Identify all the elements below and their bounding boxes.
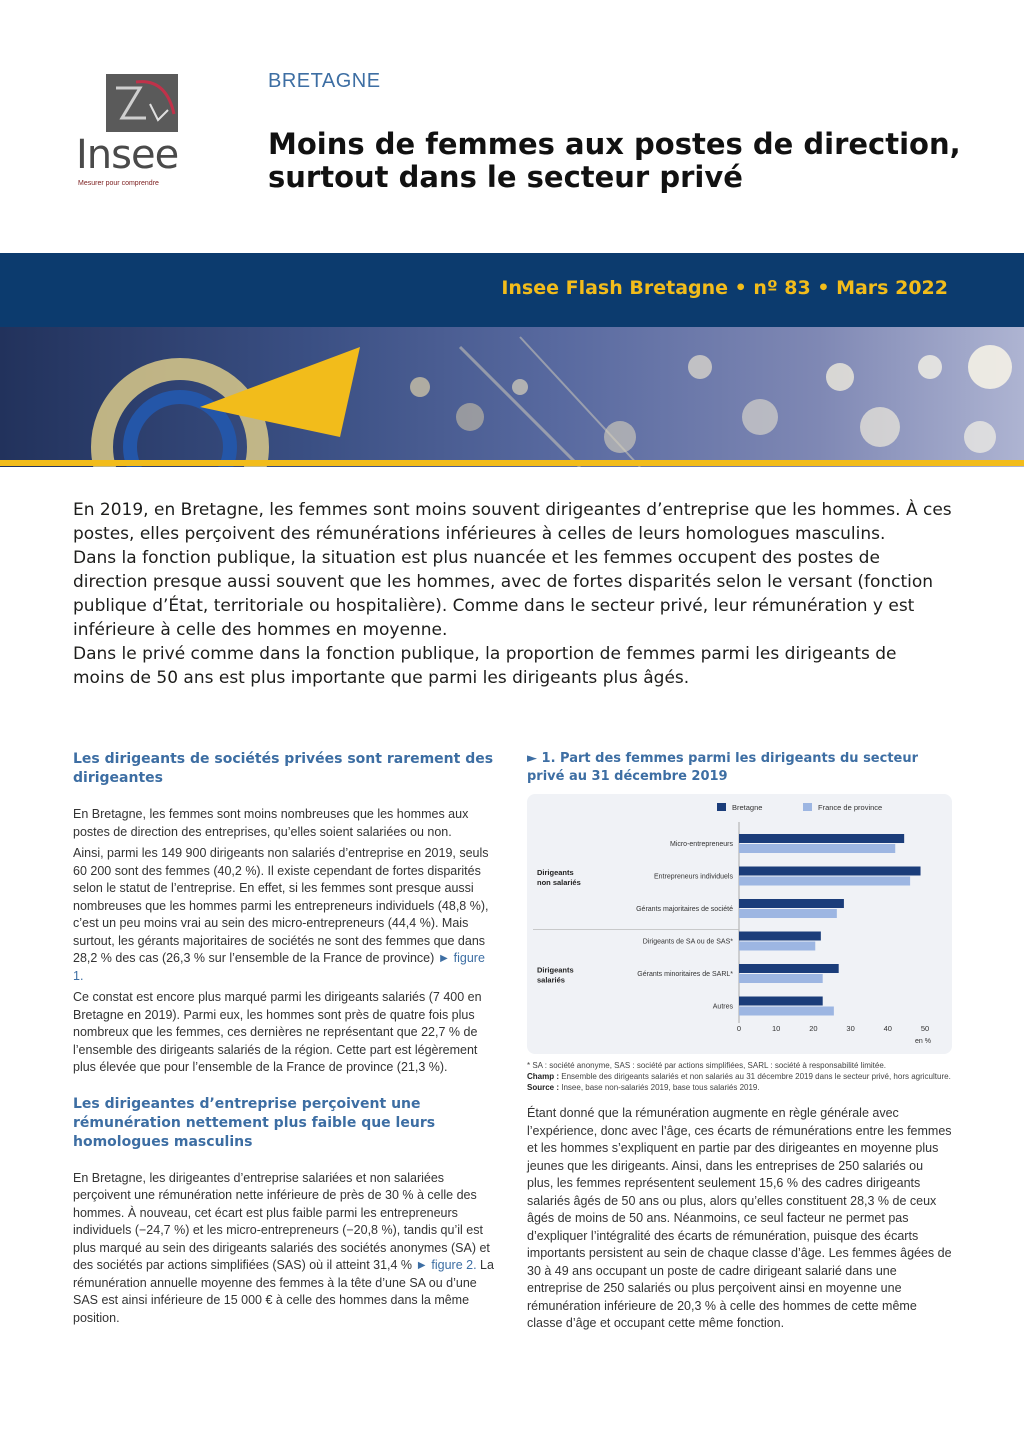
hero-image — [0, 327, 1024, 467]
publication-reference: Insee Flash Bretagne • nº 83 • Mars 2022 — [501, 277, 948, 299]
legend-label: France de province — [818, 803, 883, 812]
logo-tagline: Mesurer pour comprendre — [78, 180, 159, 187]
x-unit-label: en % — [915, 1038, 931, 1045]
intro-paragraph: En 2019, en Bretagne, les femmes sont moins souvent dirigeantes d’entreprise que les hommes. À ces postes, elles perçoivent des rémunérations inférieures à celles de leurs homologues masculins. — [73, 500, 952, 544]
region-label: BRETAGNE — [268, 70, 381, 92]
x-tick-label: 20 — [809, 1024, 818, 1033]
bar-france-province — [739, 974, 823, 983]
intro-paragraph: Dans la fonction publique, la situation est plus nuancée et les femmes occupent des postes de direction presque aussi souvent que les hommes, avec de fortes disparités selon le versant (fonction publique d’État, territoriale ou hospitalière). Comme dans le secteur privé, leur rémunération y est inférieure à celle des hommes en moyenne. — [73, 548, 934, 640]
section-heading: Les dirigeants de sociétés privées sont rarement des dirigeantes — [73, 751, 494, 786]
paragraph: En Bretagne, les dirigeantes d’entreprise salariées et non salariées perçoivent une rémunération nette inférieure de près de 30 % à celle des hommes. À nouveau, cet écart est plus faible parmi les entrepreneurs individuels (−24,7 %) et les micro-entrepreneurs (−20,8 %), tandis qu’il est plus marqué au sein des dirigeants salariés des sociétés anonymes (SA) et des sociétés par actions simplifiées (SAS) où il atteint 31,4 % ► figure 2. La rémunération annuelle moyenne des femmes à la tête d’une SA ou d’une SAS est ainsi inférieure de 15 000 € à celle des hommes dans la même position. — [73, 1170, 494, 1325]
abbrev-note: * SA : société anonyme, SAS : société par actions simplifiées, SARL : société à responsabilité limitée. — [527, 1061, 886, 1070]
x-tick-label: 10 — [772, 1024, 781, 1033]
page-title: Moins de femmes aux postes de direction, surtout dans le secteur privé — [268, 127, 961, 194]
group-label: Dirigeants — [537, 867, 574, 877]
paragraph: Ainsi, parmi les 149 900 dirigeants non salariés d’entreprise en 2019, seuls 60 200 sont des femmes (40,2 %). Il existe cependant de fortes disparités selon le statut de l’entreprise. En effet, si les femmes sont presque aussi nombreuses que les hommes parmi les entrepreneurs individuels (48,8 %), c’est un peu moins vrai au sein des micro-entrepreneurs (44,4 %). Mais surtout, les gérants majoritaires de sociétés ne sont des femmes que dans 28,2 % des cas (26,3 % sur l’ensemble de la France de province) ► figure 1. — [73, 846, 489, 983]
bar-france-province — [739, 1007, 834, 1016]
category-label: Gérants majoritaires de société — [636, 906, 733, 913]
left-column — [73, 750, 498, 1331]
bar-bretagne — [739, 867, 921, 876]
bar-bretagne — [739, 997, 823, 1006]
bar-bretagne — [739, 899, 844, 908]
right-column — [527, 750, 952, 1337]
bar-chart — [527, 794, 952, 1054]
section-body — [73, 806, 498, 1077]
bar-bretagne — [739, 834, 904, 843]
bar-france-province — [739, 844, 895, 853]
insee-logo — [74, 74, 194, 194]
logo-wordmark: Insee — [76, 132, 179, 178]
section-body — [527, 1105, 952, 1333]
section-heading: Les dirigeantes d’entreprise perçoivent une rémunération nettement plus faible que leurs homologues masculins — [73, 1095, 436, 1150]
figure-title: ► 1. Part des femmes parmi les dirigeants du secteur privé au 31 décembre 2019 — [527, 751, 919, 784]
champ-note: Champ : Ensemble des dirigeants salariés et non salariés au 31 décembre 2019 dans le secteur privé, hors agriculture. — [527, 1072, 951, 1081]
intro-paragraph: Dans le privé comme dans la fonction publique, la proportion de femmes parmi les dirigeants de moins de 50 ans est plus importante que parmi les dirigeants plus âgés. — [73, 644, 897, 688]
x-tick-label: 50 — [920, 1024, 930, 1033]
figure-link[interactable]: ► figure 1. — [73, 951, 485, 983]
bar-france-province — [739, 877, 910, 886]
section-body — [73, 1170, 498, 1328]
legend-swatch — [717, 803, 726, 811]
paragraph: En Bretagne, les femmes sont moins nombreuses que les hommes aux postes de direction des entreprises, qu’elles soient salariées ou non. — [73, 807, 469, 839]
paragraph: Ce constat est encore plus marqué parmi les dirigeants salariés (7 400 en Bretagne en 2019). Parmi eux, les hommes sont près de quatre fois plus nombreux que les femmes, ces dernières ne représentant que 22,7 % de l’ensemble des dirigeants salariés de la région. Cette part est légèrement plus élevée que pour l’ensemble de la France de province (21,3 %). — [73, 990, 482, 1074]
x-tick-label: 0 — [736, 1024, 742, 1033]
bar-france-province — [739, 909, 837, 918]
category-label: Entrepreneurs individuels — [654, 873, 733, 881]
category-label: Autres — [712, 1003, 733, 1011]
figure-1-chart — [527, 794, 952, 1054]
x-tick-label: 30 — [846, 1024, 855, 1033]
legend-swatch — [803, 803, 812, 811]
source-note: Source : Insee, base non-salariés 2019, base tous salariés 2019. — [527, 1083, 760, 1092]
bar-bretagne — [739, 932, 821, 941]
figure-notes — [527, 1060, 952, 1093]
group-label: salariés — [537, 975, 565, 985]
group-label: Dirigeants — [537, 965, 574, 975]
intro-summary — [73, 498, 953, 690]
figure-link[interactable]: ► figure 2. — [415, 1258, 477, 1272]
category-label: Dirigeants de SA ou de SAS* — [642, 938, 733, 946]
x-tick-label: 40 — [883, 1024, 892, 1033]
accent-line — [0, 460, 1024, 466]
category-label: Micro-entrepreneurs — [669, 841, 733, 848]
publication-band — [0, 253, 1024, 327]
bar-bretagne — [739, 964, 839, 973]
group-label: non salariés — [537, 877, 581, 887]
bar-france-province — [739, 942, 815, 951]
logo-emblem — [106, 74, 178, 132]
legend-label: Bretagne — [732, 803, 763, 812]
category-label: Gérants minoritaires de SARL* — [637, 971, 733, 978]
paragraph: Étant donné que la rémunération augmente en règle générale avec l’expérience, donc avec l’âge, ces écarts de rémunérations entre les femmes et les hommes s’expliquent en partie par des dirigeantes en moyenne plus jeunes que les dirigeants. Ainsi, dans les entreprises de 250 salariés ou plus, les femmes représentent seulement 15,6 % des cadres dirigeants salariés âgés de 50 ans ou plus, alors qu’elles constituent 28,3 % de ceux âgés de moins de 50 ans. Néanmoins, ce seul facteur ne permet pas d’expliquer l’intégralité des écarts de rémunération, puisque des écarts importants persistent au sein de chaque classe d’âge. Les femmes âgées de 30 à 49 ans occupant un poste de cadre dirigeant salarié dans une entreprise de 250 salariés ou plus perçoivent ainsi en moyenne une rémunération inférieure de 20,3 % à celle des hommes de cette même classe d’âge et occupant cette même fonction. — [527, 1106, 952, 1330]
